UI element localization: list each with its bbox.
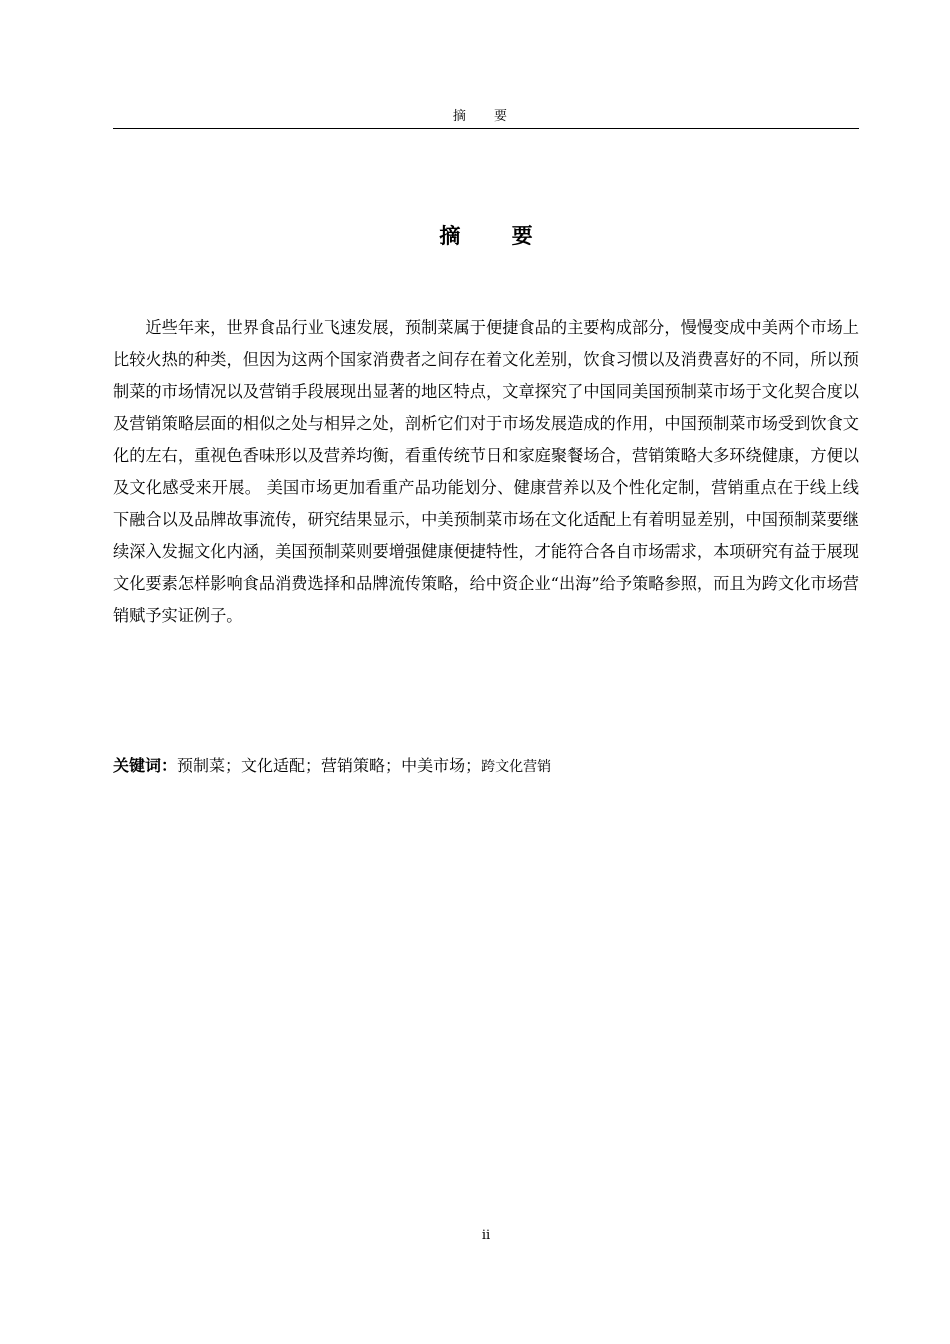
abstract-body: 近些年来，世界食品行业飞速发展，预制菜属于便捷食品的主要构成部分，慢慢变成中美两个市场上比较火热的种类，但因为这两个国家消费者之间存在着文化差别，饮食习惯以及消费喜好的不同，所以预制菜的市场情况以及营销手段展现出显著的地区特点，文章探究了中国同美国预制菜市场于文化契合度以及营销策略层面的相似之处与相异之处，剖析它们对于市场发展造成的作用，中国预制菜市场受到饮食文化的左右，重视色香味形以及营养均衡，看重传统节日和家庭聚餐场合，营销策略大多环绕健康，方便以及文化感受来开展。 美国市场更加看重产品功能划分、健康营养以及个性化定制，营销重点在于线上线下融合以及品牌故事流传，研究结果显示，中美预制菜市场在文化适配上有着明显差别，中国预制菜要继续深入发掘文化内涵，美国预制菜则要增强健康便捷特性，才能符合各自市场需求，本项研究有益于展现文化要素怎样影响食品消费选择和品牌流传策略，给中资企业“出海”给予策略参照，而且为跨文化市场营销赋予实证例子。 [113,318,859,625]
keyword-item: 跨文化营销 [481,759,552,775]
page-title: 摘 要 [439,224,555,248]
keyword-item: 营销策略； [321,756,402,775]
page-number: ii [481,1228,491,1243]
keywords-label: 关键词： [113,756,178,775]
running-header: 摘 要 [452,109,520,124]
keywords-line [113,752,859,781]
keyword-item: 中美市场； [401,756,482,775]
header-rule [113,128,859,129]
keyword-item: 预制菜； [177,756,242,775]
keyword-item: 文化适配； [241,756,322,775]
